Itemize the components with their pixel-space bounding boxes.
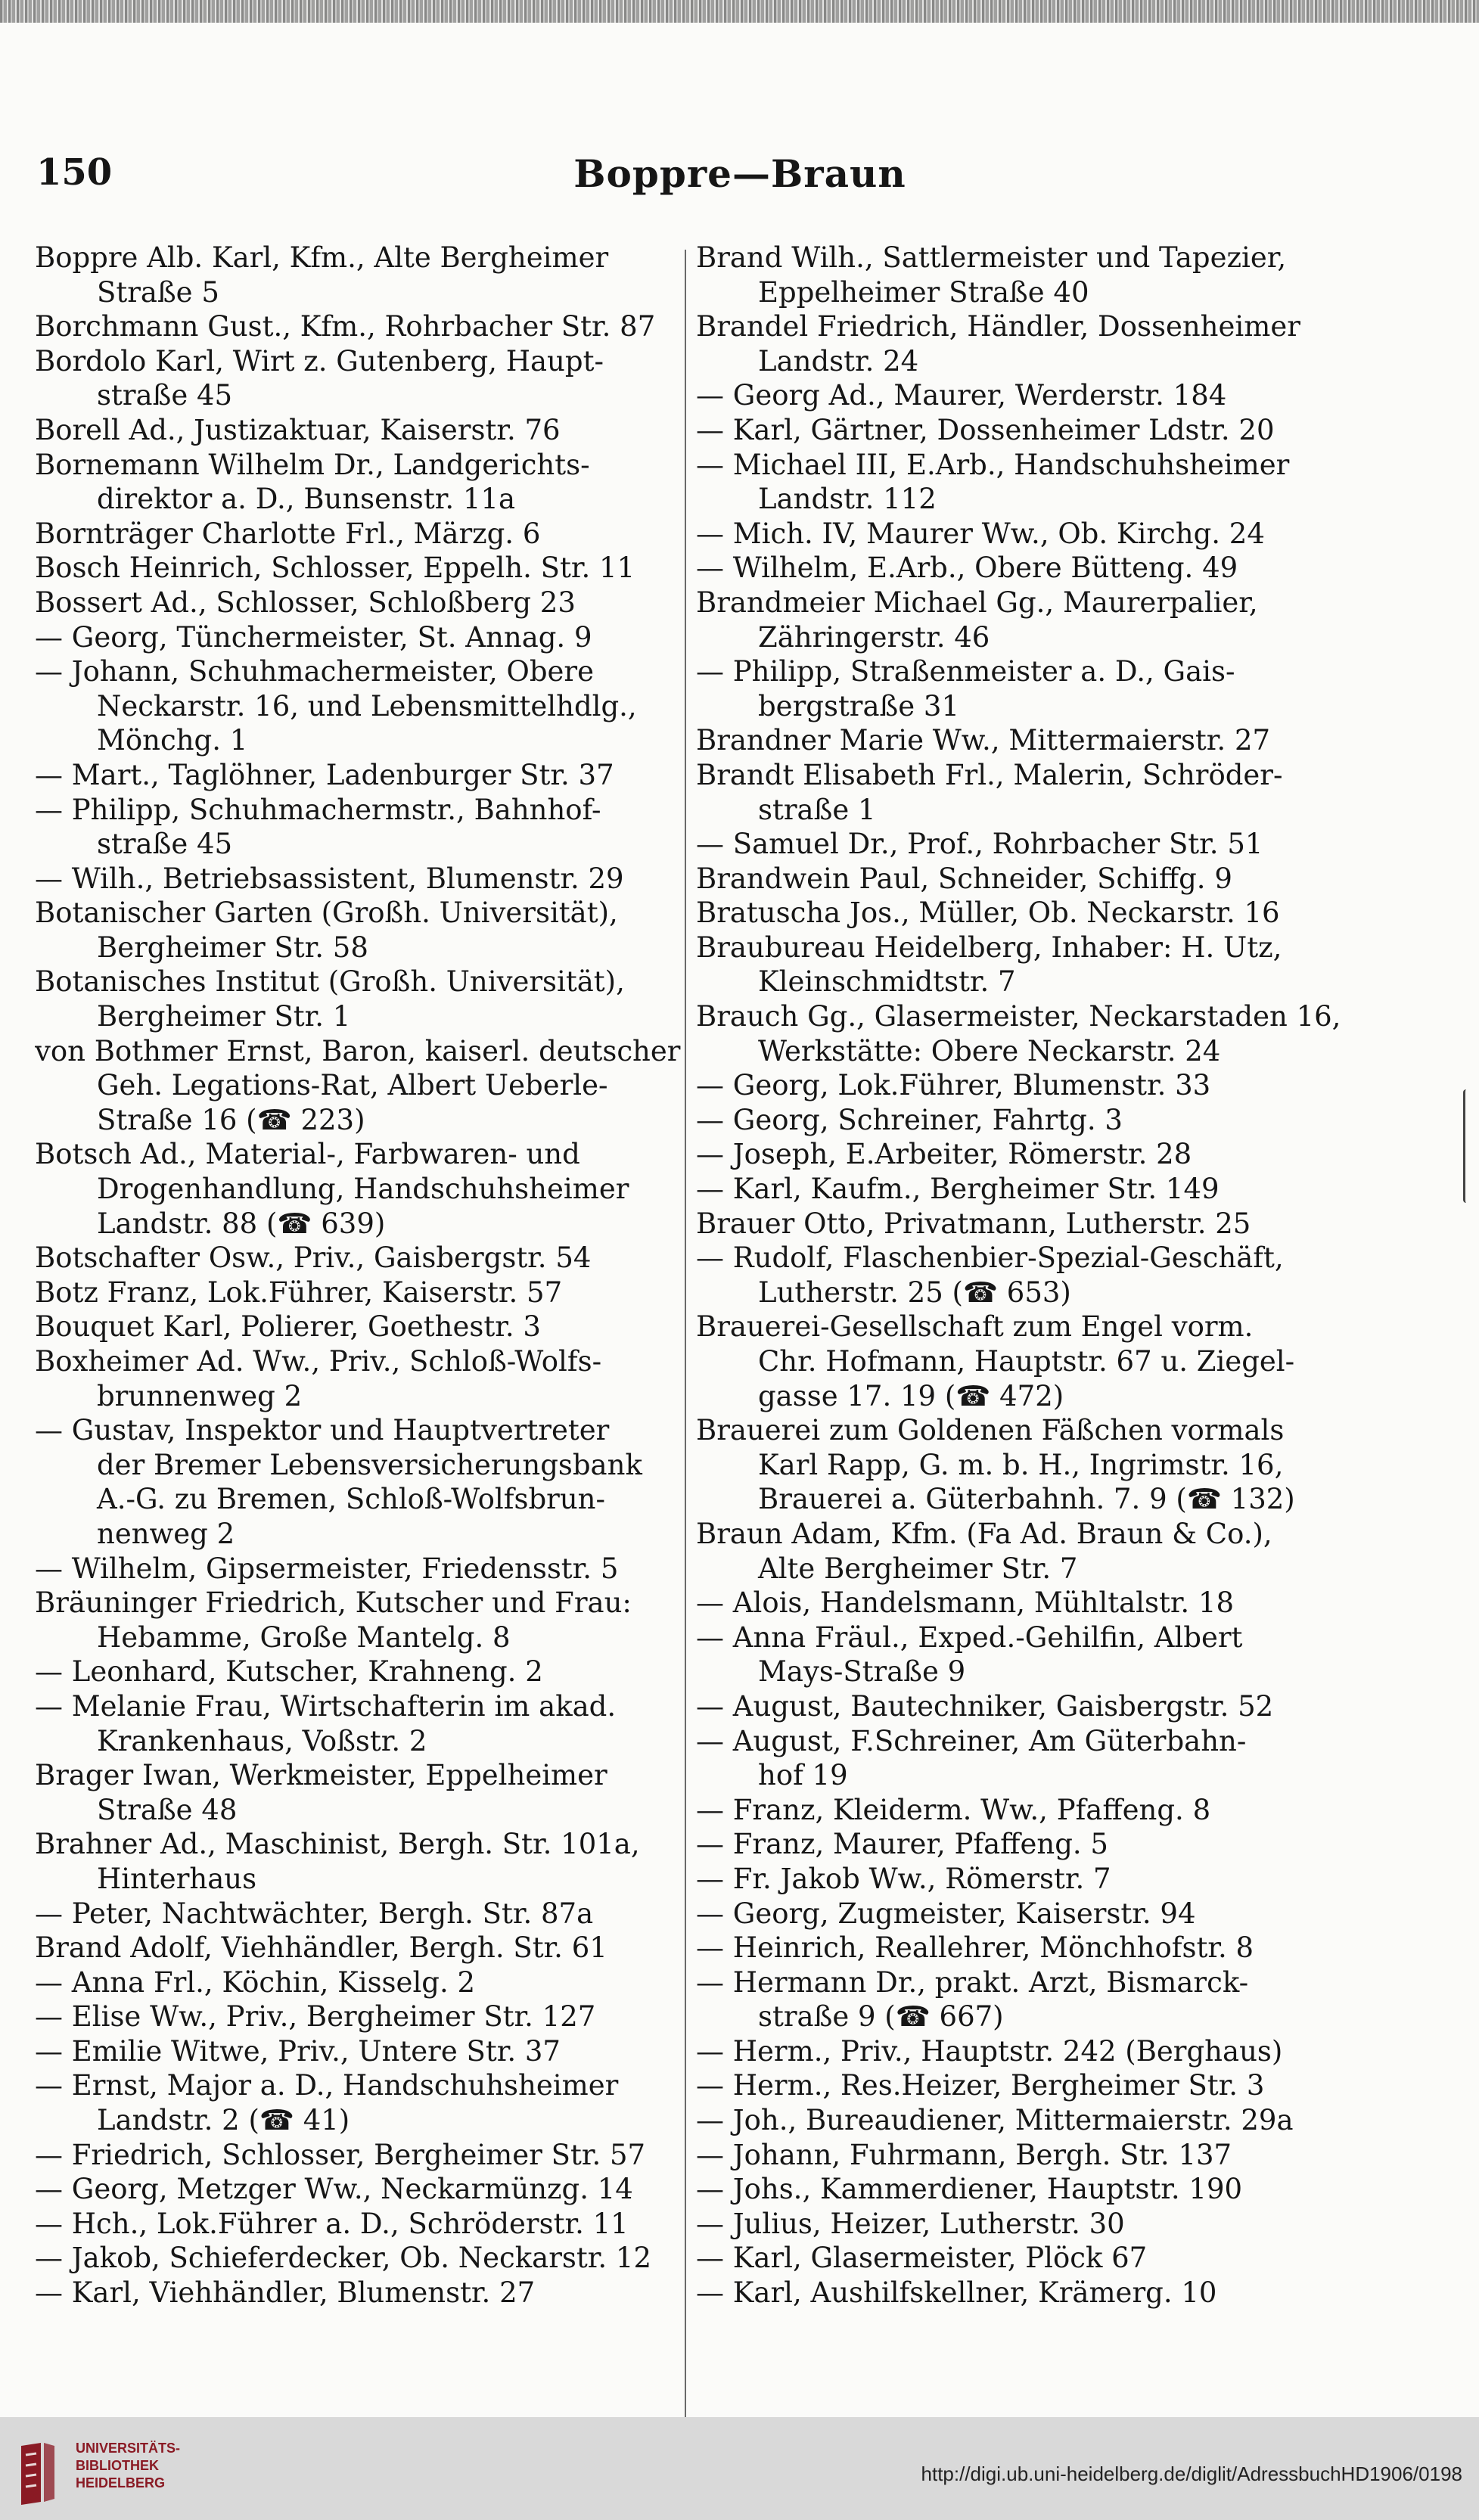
entry-name-line: — Wilh., Betriebsassistent, Blumenstr. 29	[35, 862, 624, 895]
directory-entry	[35, 2068, 682, 2137]
directory-entry	[35, 1931, 682, 1965]
entry-name-line: — Georg, Zugmeister, Kaiserstr. 94	[696, 1897, 1196, 1930]
entry-continuation-line: nenweg 2	[97, 1517, 235, 1550]
directory-entry	[35, 2207, 682, 2242]
directory-entry	[696, 1137, 1354, 1172]
directory-entry	[35, 309, 682, 344]
directory-entry	[696, 378, 1354, 413]
entry-name-line: Boppre Alb. Karl, Kfm., Alte Bergheimer	[35, 241, 609, 274]
entry-continuation-line: Straße 5	[97, 275, 219, 309]
directory-entry	[35, 1137, 682, 1241]
directory-entry	[35, 241, 682, 309]
entry-continuation-line: Kleinschmidtstr. 7	[758, 965, 1016, 999]
directory-entry	[696, 1103, 1354, 1138]
directory-entry	[35, 2034, 682, 2069]
directory-entry	[35, 586, 682, 620]
directory-entry	[696, 654, 1354, 723]
directory-entry	[696, 1724, 1354, 1793]
entry-name-line: — Georg, Lok.Führer, Blumenstr. 33	[696, 1069, 1211, 1102]
directory-entry	[696, 2276, 1354, 2310]
directory-entry	[696, 2138, 1354, 2173]
directory-entry	[696, 896, 1354, 931]
entry-continuation-line: straße 45	[97, 379, 233, 412]
directory-entry	[696, 2103, 1354, 2138]
entry-continuation-line: Straße 16 (☎ 223)	[97, 1103, 365, 1136]
right-column	[696, 241, 1354, 2310]
library-logo-text	[76, 2440, 180, 2492]
logo-line: HEIDELBERG	[76, 2475, 166, 2490]
entry-name-line: — Friedrich, Schlosser, Bergheimer Str. 57	[35, 2138, 646, 2171]
logo-line: UNIVERSITÄTS-	[76, 2441, 181, 2456]
directory-entry	[35, 1689, 682, 1758]
entry-continuation-line: der Bremer Lebensversicherungsbank	[97, 1448, 642, 1481]
directory-entry	[696, 413, 1354, 448]
directory-entry	[35, 551, 682, 586]
directory-entry	[696, 551, 1354, 586]
directory-entry	[35, 1413, 682, 1551]
entry-continuation-line: Karl Rapp, G. m. b. H., Ingrimstr. 16,	[758, 1448, 1284, 1481]
entry-name-line: — Jakob, Schieferdecker, Ob. Neckarstr. 12	[35, 2242, 652, 2275]
directory-entry	[35, 448, 682, 517]
page-edge-mark	[1463, 1089, 1471, 1203]
directory-entry	[35, 2241, 682, 2276]
entry-name-line: — Melanie Frau, Wirtschafterin im akad.	[35, 1689, 617, 1723]
directory-entry	[696, 1241, 1354, 1310]
entry-name-line: — August, Bautechniker, Gaisbergstr. 52	[696, 1689, 1274, 1723]
directory-entry	[35, 620, 682, 655]
directory-entry	[35, 1586, 682, 1655]
directory-entry	[35, 758, 682, 793]
entry-name-line: Brandel Friedrich, Händler, Dossenheimer	[696, 310, 1300, 343]
directory-entry	[696, 1068, 1354, 1103]
entry-continuation-line: Hinterhaus	[97, 1862, 257, 1895]
directory-entry	[35, 517, 682, 552]
entry-name-line: Brager Iwan, Werkmeister, Eppelheimer	[35, 1759, 607, 1792]
page-header	[36, 151, 1443, 212]
entry-continuation-line: Lutherstr. 25 (☎ 653)	[758, 1276, 1071, 1309]
entry-continuation-line: Alte Bergheimer Str. 7	[758, 1552, 1078, 1585]
directory-entry	[696, 1897, 1354, 1931]
entry-continuation-line: Krankenhaus, Voßstr. 2	[97, 1724, 427, 1757]
directory-entry	[696, 1689, 1354, 1724]
directory-entry	[35, 1965, 682, 2000]
entry-name-line: — Hermann Dr., prakt. Arzt, Bismarck-	[696, 1965, 1249, 1999]
entry-name-line: Brauch Gg., Glasermeister, Neckarstaden 16,	[696, 1000, 1341, 1033]
entry-continuation-line: Neckarstr. 16, und Lebensmittelhdlg.,	[97, 689, 637, 722]
entry-name-line: — Joseph, E.Arbeiter, Römerstr. 28	[696, 1138, 1192, 1171]
entry-name-line: Bouquet Karl, Polierer, Goethestr. 3	[35, 1310, 541, 1344]
directory-entry	[696, 2172, 1354, 2207]
directory-entry	[35, 793, 682, 862]
entry-name-line: — Johann, Fuhrmann, Bergh. Str. 137	[696, 2138, 1232, 2171]
entry-name-line: Botsch Ad., Material-, Farbwaren- und	[35, 1138, 580, 1171]
entry-name-line: — Georg, Metzger Ww., Neckarmünzg. 14	[35, 2173, 633, 2206]
left-column	[35, 241, 682, 2310]
directory-entry	[696, 1793, 1354, 1828]
entry-continuation-line: Landstr. 2 (☎ 41)	[97, 2104, 350, 2137]
directory-entry	[696, 1517, 1354, 1586]
entry-continuation-line: brunnenweg 2	[97, 1379, 303, 1412]
entry-continuation-line: straße 1	[758, 793, 876, 826]
entry-name-line: — Mich. IV, Maurer Ww., Ob. Kirchg. 24	[696, 517, 1265, 550]
entry-name-line: — Ernst, Major a. D., Handschuhsheimer	[35, 2069, 619, 2102]
entry-continuation-line: Bergheimer Str. 1	[97, 1000, 351, 1033]
entry-name-line: Brauerei zum Goldenen Fäßchen vormals	[696, 1414, 1285, 1447]
entry-name-line: — Herm., Priv., Hauptstr. 242 (Berghaus)	[696, 2034, 1283, 2068]
entry-name-line: Braun Adam, Kfm. (Fa Ad. Braun & Co.),	[696, 1517, 1272, 1550]
entry-name-line: Borell Ad., Justizaktuar, Kaiserstr. 76	[35, 413, 561, 446]
entry-name-line: — August, F.Schreiner, Am Güterbahn-	[696, 1724, 1247, 1757]
entry-continuation-line: direktor a. D., Bunsenstr. 11a	[97, 483, 516, 516]
entry-name-line: — Julius, Heizer, Lutherstr. 30	[696, 2207, 1125, 2240]
entry-name-line: — Karl, Aushilfskellner, Krämerg. 10	[696, 2276, 1217, 2310]
page-number: 150	[36, 151, 113, 194]
entry-name-line: — Karl, Glasermeister, Plöck 67	[696, 2242, 1148, 2275]
entry-name-line: Borchmann Gust., Kfm., Rohrbacher Str. 87	[35, 310, 656, 343]
entry-name-line: Botschafter Osw., Priv., Gaisbergstr. 54	[35, 1241, 592, 1275]
entry-name-line: — Johs., Kammerdiener, Hauptstr. 190	[696, 2173, 1243, 2206]
column-divider	[685, 250, 686, 2421]
entry-name-line: Brandwein Paul, Schneider, Schiffg. 9	[696, 862, 1232, 895]
directory-entry	[696, 1413, 1354, 1517]
entry-continuation-line: Landstr. 88 (☎ 639)	[97, 1207, 386, 1240]
directory-entry	[696, 517, 1354, 552]
directory-entry	[696, 2068, 1354, 2103]
entry-name-line: — Samuel Dr., Prof., Rohrbacher Str. 51	[696, 828, 1263, 861]
directory-entry	[696, 1965, 1354, 2034]
entry-continuation-line: Hebamme, Große Mantelg. 8	[97, 1620, 511, 1654]
entry-name-line: — Emilie Witwe, Priv., Untere Str. 37	[35, 2034, 561, 2068]
directory-entry	[35, 862, 682, 896]
entry-name-line: — Georg, Schreiner, Fahrtg. 3	[696, 1103, 1123, 1136]
directory-entry	[696, 2207, 1354, 2242]
directory-entry	[35, 2000, 682, 2034]
entry-continuation-line: Zähringerstr. 46	[758, 620, 990, 654]
logo-line: BIBLIOTHEK	[76, 2458, 159, 2473]
directory-entry	[35, 1758, 682, 1827]
entry-continuation-line: straße 9 (☎ 667)	[758, 2000, 1004, 2034]
directory-entry	[35, 1241, 682, 1276]
entry-name-line: Boxheimer Ad. Ww., Priv., Schloß-Wolfs-	[35, 1345, 602, 1378]
entry-name-line: — Wilhelm, Gipsermeister, Friedensstr. 5	[35, 1552, 619, 1585]
entry-name-line: — Fr. Jakob Ww., Römerstr. 7	[696, 1862, 1111, 1895]
directory-entry	[696, 862, 1354, 896]
entry-name-line: — Michael III, E.Arb., Handschuhsheimer	[696, 448, 1290, 481]
entry-continuation-line: Landstr. 24	[758, 344, 919, 378]
directory-entry	[35, 1034, 682, 1138]
entry-name-line: — Karl, Kaufm., Bergheimer Str. 149	[696, 1173, 1220, 1206]
directory-entry	[35, 1310, 682, 1344]
entry-name-line: — Elise Ww., Priv., Bergheimer Str. 127	[35, 2000, 596, 2034]
directory-entry	[696, 999, 1354, 1068]
directory-entry	[696, 1310, 1354, 1413]
entry-name-line: Braubureau Heidelberg, Inhaber: H. Utz,	[696, 931, 1282, 964]
entry-name-line: — Peter, Nachtwächter, Bergh. Str. 87a	[35, 1897, 594, 1930]
entry-name-line: Brand Wilh., Sattlermeister und Tapezier,	[696, 241, 1287, 274]
directory-entry	[35, 896, 682, 965]
library-logo-icon	[15, 2438, 59, 2506]
directory-entry	[696, 2034, 1354, 2069]
entry-name-line: — Gustav, Inspektor und Hauptvertreter	[35, 1414, 610, 1447]
entry-name-line: Bosch Heinrich, Schlosser, Eppelh. Str. 11	[35, 552, 635, 585]
entry-name-line: — Franz, Maurer, Pfaffeng. 5	[696, 1828, 1108, 1861]
footer-bar	[0, 2417, 1479, 2520]
entry-name-line: Bräuninger Friedrich, Kutscher und Frau:	[35, 1586, 632, 1620]
entry-continuation-line: Brauerei a. Güterbahnh. 7. 9 (☎ 132)	[758, 1483, 1295, 1516]
entry-continuation-line: Eppelheimer Straße 40	[758, 275, 1089, 309]
entry-name-line: Brandner Marie Ww., Mittermaierstr. 27	[696, 724, 1271, 757]
entry-name-line: Brandt Elisabeth Frl., Malerin, Schröder-	[696, 758, 1283, 791]
entry-continuation-line: Geh. Legations-Rat, Albert Ueberle-	[97, 1069, 608, 1102]
directory-entry	[696, 1172, 1354, 1207]
directory-entry	[696, 448, 1354, 517]
entry-name-line: — Anna Fräul., Exped.-Gehilfin, Albert	[696, 1620, 1243, 1654]
entry-name-line: — Franz, Kleiderm. Ww., Pfaffeng. 8	[696, 1793, 1211, 1826]
directory-entry	[35, 1655, 682, 1689]
directory-entry	[696, 586, 1354, 654]
entry-name-line: — Karl, Gärtner, Dossenheimer Ldstr. 20	[696, 413, 1275, 446]
entry-name-line: Botanischer Garten (Großh. Universität),	[35, 896, 618, 930]
scan-edge	[0, 0, 1479, 23]
entry-continuation-line: bergstraße 31	[758, 689, 960, 722]
entry-name-line: Brauerei-Gesellschaft zum Engel vorm.	[696, 1310, 1254, 1344]
directory-entry	[35, 1552, 682, 1586]
entry-name-line: Brandmeier Michael Gg., Maurerpalier,	[696, 586, 1258, 619]
directory-entry	[35, 2138, 682, 2173]
directory-entry	[696, 2241, 1354, 2276]
entry-name-line: Bornemann Wilhelm Dr., Landgerichts-	[35, 448, 590, 481]
entry-name-line: Brand Adolf, Viehhändler, Bergh. Str. 61	[35, 1931, 607, 1965]
directory-entry	[35, 413, 682, 448]
directory-entry	[696, 309, 1354, 378]
directory-entry	[35, 1897, 682, 1931]
directory-entry	[35, 2276, 682, 2310]
entry-name-line: — Anna Frl., Köchin, Kisselg. 2	[35, 1965, 476, 1999]
entry-name-line: Botz Franz, Lok.Führer, Kaiserstr. 57	[35, 1276, 563, 1309]
directory-entry	[35, 1276, 682, 1310]
directory-entry	[696, 1207, 1354, 1241]
directory-entry	[696, 758, 1354, 827]
entry-name-line: — Heinrich, Reallehrer, Mönchhofstr. 8	[696, 1931, 1254, 1965]
entry-continuation-line: gasse 17. 19 (☎ 472)	[758, 1379, 1064, 1412]
entry-name-line: — Joh., Bureaudiener, Mittermaierstr. 29a	[696, 2104, 1294, 2137]
entry-continuation-line: Mönchg. 1	[97, 724, 248, 757]
entry-continuation-line: A.-G. zu Bremen, Schloß-Wolfsbrun-	[97, 1483, 605, 1516]
directory-entry	[696, 1931, 1354, 1965]
entry-continuation-line: Straße 48	[97, 1793, 238, 1826]
entry-name-line: Bossert Ad., Schlosser, Schloßberg 23	[35, 586, 576, 619]
entry-name-line: Bratuscha Jos., Müller, Ob. Neckarstr. 16	[696, 896, 1280, 930]
directory-entry	[35, 1344, 682, 1413]
entry-name-line: Brauer Otto, Privatmann, Lutherstr. 25	[696, 1207, 1251, 1240]
entry-name-line: — Karl, Viehhändler, Blumenstr. 27	[35, 2276, 536, 2310]
entry-continuation-line: straße 45	[97, 828, 233, 861]
directory-entry	[35, 344, 682, 413]
directory-entry	[35, 654, 682, 758]
entry-continuation-line: Mays-Straße 9	[758, 1655, 966, 1689]
entry-name-line: — Johann, Schuhmachermeister, Obere	[35, 655, 594, 688]
directory-entry	[696, 827, 1354, 862]
entry-name-line: — Leonhard, Kutscher, Krahneng. 2	[35, 1655, 543, 1689]
entry-name-line: Bornträger Charlotte Frl., Märzg. 6	[35, 517, 541, 550]
directory-entry	[696, 1862, 1354, 1897]
source-url-link[interactable]: http://digi.ub.uni-heidelberg.de/diglit/AdressbuchHD1906/0198	[921, 2463, 1462, 2485]
page-title: Boppre—Braun	[573, 151, 906, 196]
entry-continuation-line: hof 19	[758, 1759, 848, 1792]
entry-continuation-line: Chr. Hofmann, Hauptstr. 67 u. Ziegel-	[758, 1345, 1295, 1378]
entry-name-line: — Georg, Tünchermeister, St. Annag. 9	[35, 620, 592, 654]
entry-continuation-line: Bergheimer Str. 58	[97, 931, 368, 964]
entry-name-line: — Hch., Lok.Führer a. D., Schröderstr. 11	[35, 2207, 629, 2240]
directory-entry	[35, 1827, 682, 1896]
entry-name-line: Botanisches Institut (Großh. Universität),	[35, 965, 625, 999]
directory-entry	[35, 2172, 682, 2207]
entry-name-line: — Herm., Res.Heizer, Bergheimer Str. 3	[696, 2069, 1265, 2102]
directory-entry	[696, 931, 1354, 999]
entry-name-line: — Rudolf, Flaschenbier-Spezial-Geschäft,	[696, 1241, 1284, 1275]
entry-continuation-line: Landstr. 112	[758, 483, 937, 516]
directory-entry	[696, 241, 1354, 309]
entry-name-line: von Bothmer Ernst, Baron, kaiserl. deutscher	[35, 1034, 681, 1067]
directory-entry	[696, 723, 1354, 758]
entry-name-line: — Wilhelm, E.Arb., Obere Bütteng. 49	[696, 552, 1238, 585]
directory-entry	[696, 1586, 1354, 1620]
entry-name-line: — Mart., Taglöhner, Ladenburger Str. 37	[35, 758, 614, 791]
entry-continuation-line: Drogenhandlung, Handschuhsheimer	[97, 1173, 629, 1206]
entry-name-line: — Georg Ad., Maurer, Werderstr. 184	[696, 379, 1227, 412]
directory-entry	[696, 1827, 1354, 1862]
entry-name-line: Bordolo Karl, Wirt z. Gutenberg, Haupt-	[35, 344, 604, 378]
entry-name-line: Brahner Ad., Maschinist, Bergh. Str. 101a,	[35, 1828, 640, 1861]
entry-name-line: — Philipp, Straßenmeister a. D., Gais-	[696, 655, 1235, 688]
entry-continuation-line: Werkstätte: Obere Neckarstr. 24	[758, 1034, 1221, 1067]
directory-entry	[35, 965, 682, 1033]
entry-name-line: — Alois, Handelsmann, Mühltalstr. 18	[696, 1586, 1235, 1620]
entry-name-line: — Philipp, Schuhmachermstr., Bahnhof-	[35, 793, 601, 826]
directory-entry	[696, 1620, 1354, 1689]
